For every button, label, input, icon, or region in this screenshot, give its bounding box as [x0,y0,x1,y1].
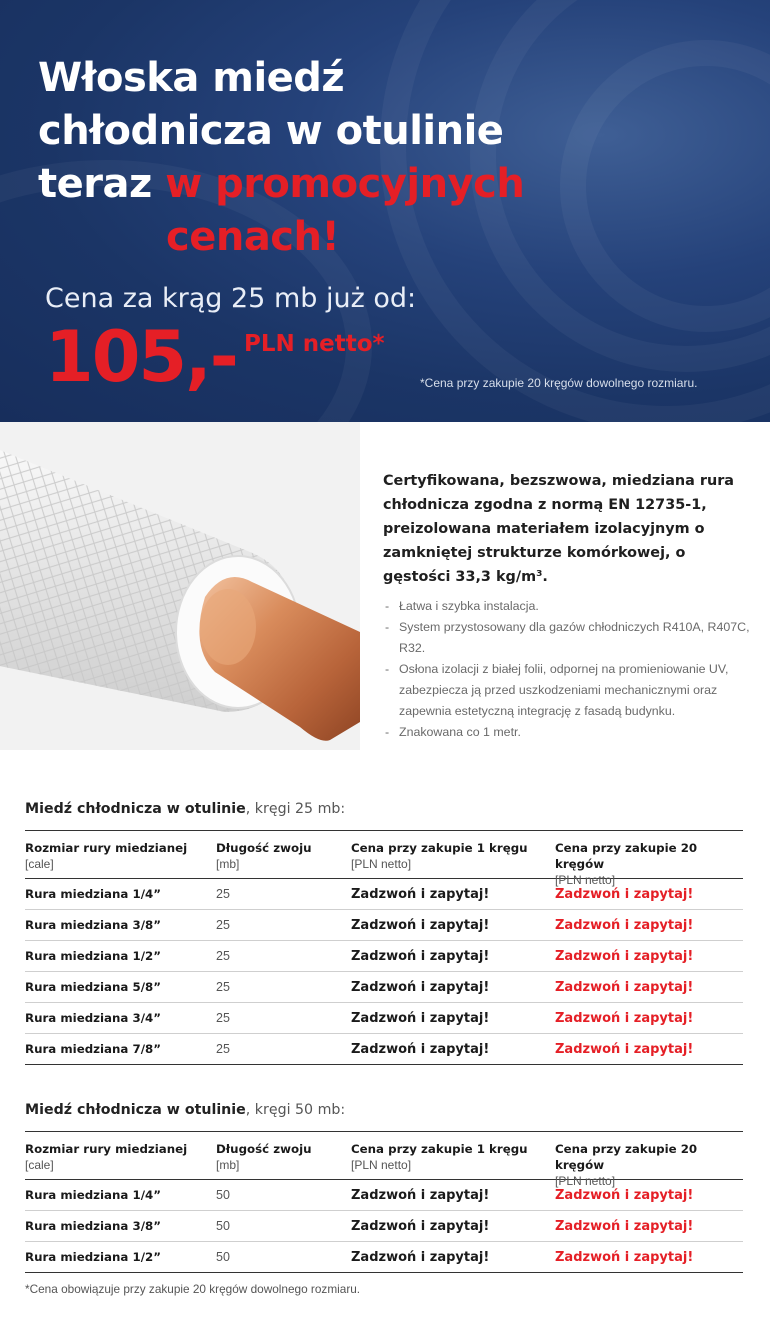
header-price-1: Cena przy zakupie 1 kręgu [PLN netto] [351,1142,528,1172]
cell-size: Rura miedziana 1/4” [25,1188,161,1202]
cell-price-20: Zadzwoń i zapytaj! [555,1188,694,1203]
table-row [25,1242,743,1273]
header-length: Długość zwoju [mb] [216,1142,312,1172]
pipe-illustration [0,422,360,750]
header-price-1: Cena przy zakupie 1 kręgu [PLN netto] [351,841,528,871]
cell-price-20: Zadzwoń i zapytaj! [555,980,694,995]
headline-line-1: Włoska miedź [38,55,345,101]
table-50-title [25,1102,345,1118]
cell-price-1: Zadzwoń i zapytaj! [351,1011,490,1026]
headline-line-3 [38,158,524,211]
cell-price-1: Zadzwoń i zapytaj! [351,918,490,933]
cell-size: Rura miedziana 3/8” [25,918,161,932]
cell-price-20: Zadzwoń i zapytaj! [555,918,694,933]
header-length: Długość zwoju [mb] [216,841,312,871]
table-header [25,1132,743,1188]
headline-teraz: teraz [38,161,166,207]
price-label: Cena za krąg 25 mb już od: [45,283,417,314]
price-value: 105,- [45,316,237,398]
footnote: *Cena obowiązuje przy zakupie 20 kręgów dowolnego rozmiaru. [25,1282,361,1296]
table-row [25,941,743,972]
table-row [25,1211,743,1242]
bullet-item: - Łatwa i szybka instalacja. [383,596,761,617]
cell-price-1: Zadzwoń i zapytaj! [351,1042,490,1057]
cell-price-1: Zadzwoń i zapytaj! [351,980,490,995]
header-size: Rozmiar rury miedzianej [cale] [25,841,188,871]
header-size: Rozmiar rury miedzianej [cale] [25,1142,188,1172]
cell-length: 50 [216,1250,230,1264]
price-unit: PLN netto* [244,331,385,357]
feature-bullets [383,596,761,743]
table-row [25,1003,743,1034]
cell-length: 25 [216,1011,230,1025]
table-25-title-bold: Miedź chłodnicza w otulinie [25,801,246,817]
header-price-20: Cena przy zakupie 20 kręgów [PLN netto] [555,1142,698,1188]
price-note: *Cena przy zakupie 20 kręgów dowolnego rozmiaru. [420,376,698,390]
cell-price-1: Zadzwoń i zapytaj! [351,949,490,964]
cell-price-20: Zadzwoń i zapytaj! [555,949,694,964]
headline-line-4: cenach! [166,214,340,260]
table-50-title-bold: Miedź chłodnicza w otulinie [25,1102,246,1118]
header-price-20: Cena przy zakupie 20 kręgów [PLN netto] [555,841,698,887]
cell-size: Rura miedziana 7/8” [25,1042,161,1056]
insulated-copper-pipe-image [0,422,360,750]
bullet-item: - Znakowana co 1 metr. [383,722,761,743]
cell-price-1: Zadzwoń i zapytaj! [351,1188,490,1203]
table-25-title [25,801,345,817]
cell-price-20: Zadzwoń i zapytaj! [555,887,694,902]
table-50-title-rest: , kręgi 50 mb: [245,1102,346,1118]
cell-size: Rura miedziana 3/8” [25,1219,161,1233]
feature-heading: Certyfikowana, bezszwowa, miedziana rura chłodnicza zgodna z normą EN 12735-1, preizolowana materiałem izolacyjnym o zamkniętej strukturze komórkowej, o gęstości 33,3 kg/m³. [383,473,735,585]
hero-banner [0,0,770,422]
table-row [25,1180,743,1211]
headline-promo: w promocyjnych [165,161,525,207]
cell-length: 25 [216,980,230,994]
cell-size: Rura miedziana 1/4” [25,887,161,901]
table-row [25,1034,743,1065]
cell-length: 50 [216,1219,230,1233]
headline [38,52,524,264]
table-row [25,910,743,941]
headline-line-2: chłodnicza w otulinie [38,108,504,154]
feature-description [383,469,753,589]
table-row [25,972,743,1003]
cell-price-20: Zadzwoń i zapytaj! [555,1042,694,1057]
cell-size: Rura miedziana 3/4” [25,1011,161,1025]
price-table-25 [25,830,743,1065]
bullet-item: - Osłona izolacji z białej folii, odpornej na promieniowanie UV, zabezpiecza ją przed uszkodzeniami mechanicznymi oraz zapewnia estetyczną integrację z fasadą budynku. [383,659,761,722]
table-25-title-rest: , kręgi 25 mb: [245,801,346,817]
cell-price-20: Zadzwoń i zapytaj! [555,1011,694,1026]
cell-price-1: Zadzwoń i zapytaj! [351,1250,490,1265]
cell-size: Rura miedziana 1/2” [25,1250,161,1264]
cell-size: Rura miedziana 1/2” [25,949,161,963]
bullet-item: - System przystosowany dla gazów chłodniczych R410A, R407C, R32. [383,617,761,659]
cell-length: 25 [216,949,230,963]
table-row [25,879,743,910]
cell-length: 25 [216,918,230,932]
cell-size: Rura miedziana 5/8” [25,980,161,994]
cell-length: 25 [216,887,230,901]
cell-price-20: Zadzwoń i zapytaj! [555,1219,694,1234]
cell-price-1: Zadzwoń i zapytaj! [351,1219,490,1234]
table-header [25,831,743,887]
cell-price-20: Zadzwoń i zapytaj! [555,1250,694,1265]
cell-length: 25 [216,1042,230,1056]
price-table-50 [25,1131,743,1273]
cell-price-1: Zadzwoń i zapytaj! [351,887,490,902]
cell-length: 50 [216,1188,230,1202]
